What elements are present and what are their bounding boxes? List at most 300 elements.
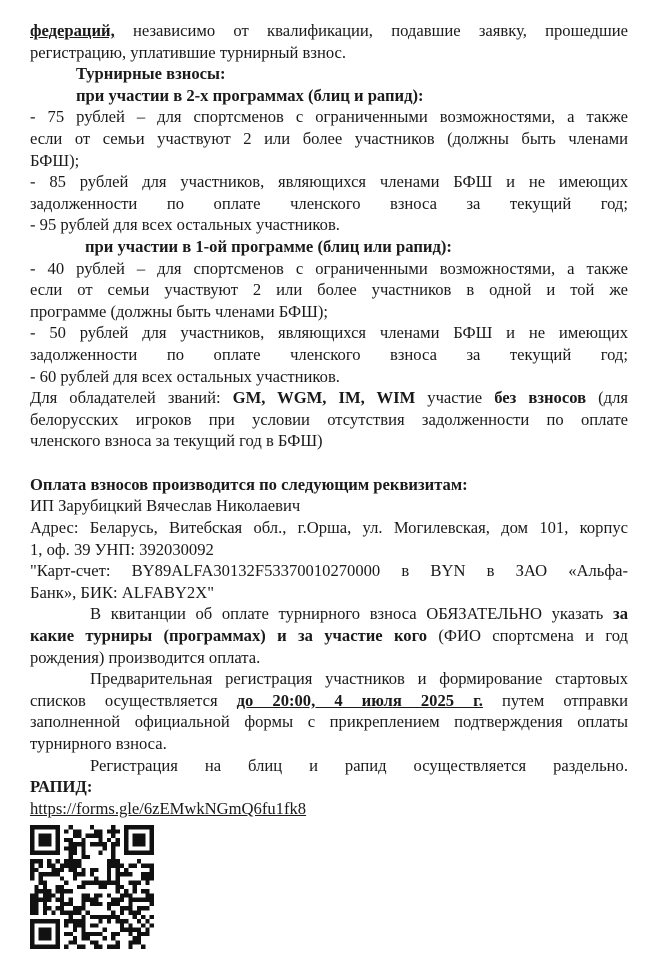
qr-module [56,842,60,846]
fees-title: Турнирные взносы: [76,64,226,84]
qr-module [77,842,81,846]
qr-module [128,924,132,928]
qr-module [39,838,43,842]
qr-module [43,932,47,936]
qr-module [77,872,81,876]
qr-module [137,907,141,911]
qr-module [43,881,47,885]
qr-module [86,894,90,898]
qr-module [111,851,115,855]
qr-module [145,932,149,936]
qr-module [30,838,34,842]
qr-module [64,864,68,868]
qr-module [128,872,132,876]
two-programs-line: - 85 рублей для участников, являющихся членами БФШ и не имеющих [30,172,628,192]
qr-module [43,907,47,911]
qr-module [34,860,38,864]
qr-module [64,911,68,915]
qr-module [111,825,115,829]
qr-module [30,924,34,928]
two-programs-line: задолженности по оплате членского взноса за текущий год; [30,193,628,213]
qr-module [73,851,77,855]
qr-module [128,941,132,945]
qr-module [103,928,107,932]
qr-module [137,834,141,838]
one-program-line: - 50 рублей для участников, являющихся членами БФШ и не имеющих [30,323,628,343]
qr-module [47,898,51,902]
qr-module [98,902,102,906]
qr-module [103,842,107,846]
one-program-line: - 60 рублей для всех остальных участников. [30,366,340,386]
qr-module [39,834,43,838]
qr-module [150,898,154,902]
qr-module [56,941,60,945]
qr-code [30,825,154,949]
qr-module [81,907,85,911]
qr-module [133,851,137,855]
qr-module [98,919,102,923]
qr-module [77,834,81,838]
qr-module [81,851,85,855]
qr-module [133,890,137,894]
qr-module [94,898,98,902]
qr-module [81,932,85,936]
two-programs-line: - 95 рублей для всех остальных участников. [30,215,340,235]
qr-module [34,911,38,915]
qr-module [81,915,85,919]
qr-module [43,890,47,894]
qr-module [98,932,102,936]
qr-module [56,868,60,872]
qr-module [81,872,85,876]
qr-module [77,924,81,928]
two-programs-line: БФШ); [30,150,80,170]
qr-module [73,842,77,846]
qr-module [43,911,47,915]
qr-module [56,838,60,842]
qr-module [137,860,141,864]
qr-module [73,941,77,945]
qr-module [90,941,94,945]
qr-module [73,864,77,868]
qr-module [107,868,111,872]
qr-module [116,885,120,889]
qr-module [141,877,145,881]
qr-module [133,864,137,868]
qr-module [111,842,115,846]
qr-module [39,825,43,829]
qr-module [145,864,149,868]
address-line-1: Адрес: Беларусь, Витебская обл., г.Орша, ул. Могилевская, дом 101, корпус [30,518,628,538]
qr-module [133,911,137,915]
qr-module [111,932,115,936]
two-programs-line: если от семьи участвуют 2 или более участников (должны быть членами [30,128,628,148]
qr-module [124,847,128,851]
qr-module [116,860,120,864]
qr-module [94,902,98,906]
titles-line-3: членского взноса за текущий год в БФШ) [30,431,323,451]
qr-module [133,842,137,846]
qr-module [150,915,154,919]
qr-module [77,864,81,868]
qr-module [56,890,60,894]
qr-module [98,851,102,855]
qr-module [90,842,94,846]
one-program-line: если от семьи участвуют 2 или более участников в одной и той же [30,280,628,300]
rapid-form-link[interactable]: https://forms.gle/6zEMwkNGmQ6fu1fk8 [30,798,307,818]
qr-module [30,945,34,949]
qr-module [145,907,149,911]
qr-module [30,834,34,838]
qr-module [98,881,102,885]
qr-module [145,919,149,923]
qr-module [94,932,98,936]
qr-module [73,834,77,838]
qr-module [150,924,154,928]
qr-module [116,898,120,902]
qr-module [107,864,111,868]
qr-module [30,911,34,915]
qr-module [34,894,38,898]
qr-module [47,928,51,932]
qr-module [150,864,154,868]
qr-module [98,894,102,898]
qr-module [107,872,111,876]
qr-module [145,881,149,885]
qr-module [30,842,34,846]
qr-module [30,919,34,923]
qr-module [77,885,81,889]
qr-module [73,847,77,851]
qr-module [145,825,149,829]
qr-module [90,902,94,906]
qr-module [56,851,60,855]
qr-module [128,928,132,932]
qr-module [111,855,115,859]
qr-module [73,830,77,834]
qr-module [81,855,85,859]
qr-module [43,898,47,902]
qr-module [47,838,51,842]
qr-module [68,941,72,945]
qr-module [47,860,51,864]
rapid-label: РАПИД: [30,777,93,797]
qr-module [43,872,47,876]
qr-module [94,915,98,919]
qr-module [68,838,72,842]
qr-module [68,851,72,855]
qr-module [47,842,51,846]
qr-module [81,847,85,851]
qr-module [107,894,111,898]
qr-module [116,932,120,936]
qr-module [68,842,72,846]
qr-module [81,838,85,842]
qr-module [56,932,60,936]
registration-line-4: турнирного взноса. [30,734,167,753]
qr-module [51,911,55,915]
qr-module [56,860,60,864]
qr-module [30,898,34,902]
qr-module [43,937,47,941]
qr-module [150,894,154,898]
qr-module [141,842,145,846]
qr-module [43,919,47,923]
qr-module [120,911,124,915]
qr-module [73,877,77,881]
qr-module [30,872,34,876]
qr-module [107,830,111,834]
no-fee-label: без взносов [494,388,587,408]
qr-module [124,868,128,872]
qr-module [86,911,90,915]
qr-module [107,919,111,923]
qr-module [34,919,38,923]
qr-module [68,932,72,936]
receipt-line-1: В квитанции об оплате турнирного взноса ОБЯЗАТЕЛЬНО указать за [90,604,628,624]
qr-module [47,890,51,894]
federations-word: федераций, [30,21,115,40]
qr-module [81,924,85,928]
qr-module [81,868,85,872]
qr-module [145,928,149,932]
qr-module [43,945,47,949]
qr-module [133,928,137,932]
qr-module [60,898,64,902]
qr-module [68,860,72,864]
qr-module [39,945,43,949]
qr-module [120,907,124,911]
qr-module [137,919,141,923]
qr-module [124,872,128,876]
account-line-2: Банк», БИК: ALFABY2X" [30,582,214,602]
qr-module [64,924,68,928]
qr-module [128,911,132,915]
qr-module [30,902,34,906]
qr-module [39,898,43,902]
qr-module [111,864,115,868]
qr-module [56,898,60,902]
qr-module [47,872,51,876]
qr-module [124,834,128,838]
qr-module [150,872,154,876]
qr-module [124,825,128,829]
qr-module [39,860,43,864]
qr-module [116,868,120,872]
qr-module [60,885,64,889]
qr-module [124,851,128,855]
qr-module [137,842,141,846]
qr-module [141,915,145,919]
qr-module [77,860,81,864]
qr-module [64,932,68,936]
qr-module [81,919,85,923]
qr-module [94,842,98,846]
qr-module [137,932,141,936]
qr-module [30,894,34,898]
qr-module [111,881,115,885]
qr-module [98,842,102,846]
qr-module [116,919,120,923]
qr-module [128,932,132,936]
qr-module [141,945,145,949]
qr-module [145,890,149,894]
qr-module [34,945,38,949]
qr-module [43,838,47,842]
two-programs-line: - 75 рублей – для спортсменов с ограниченными возможностями, а также [30,107,628,127]
two-programs-heading: при участии в 2-х программах (блиц и рапид): [76,85,424,105]
qr-module [103,915,107,919]
qr-module [86,937,90,941]
qr-module [124,838,128,842]
qr-module [137,851,141,855]
qr-module [107,945,111,949]
qr-module [81,937,85,941]
qr-module [56,825,60,829]
qr-module [43,894,47,898]
qr-module [30,941,34,945]
qr-module [68,847,72,851]
qr-module [60,877,64,881]
qr-module [120,898,124,902]
qr-module [30,847,34,851]
qr-module [111,937,115,941]
qr-module [47,894,51,898]
qr-module [90,872,94,876]
qr-module [60,864,64,868]
qr-module [77,919,81,923]
qr-module [111,830,115,834]
qr-module [60,890,64,894]
qr-module [47,825,51,829]
qr-module [56,928,60,932]
qr-module [47,937,51,941]
qr-module [94,881,98,885]
qr-module [47,945,51,949]
qr-module [141,890,145,894]
qr-module [124,907,128,911]
registration-line-3: заполненной официальной формы с прикреплением подтверждения оплаты [30,712,628,732]
rapid-link-line [30,798,628,820]
qr-module [150,830,154,834]
intro-line-2: регистрацию, уплатившие турнирный взнос. [30,42,347,62]
qr-module [150,851,154,855]
qr-module [68,855,72,859]
qr-module [56,924,60,928]
one-program-heading: при участии в 1-ой программе (блиц или рапид): [85,236,452,256]
qr-module [43,834,47,838]
qr-module [56,945,60,949]
qr-module [98,834,102,838]
qr-module [128,907,132,911]
qr-module [107,860,111,864]
qr-module [81,881,85,885]
qr-module [56,830,60,834]
titles-line-1: Для обладателей званий: GM, WGM, IM, WIM участие без взносов (для [30,388,628,408]
qr-module [116,842,120,846]
qr-module [90,881,94,885]
qr-module [77,945,81,949]
qr-module [39,872,43,876]
qr-module [137,928,141,932]
qr-module [150,877,154,881]
qr-module [73,937,77,941]
qr-module [94,877,98,881]
payee-name: ИП Зарубицкий Вячеслав Николаевич [30,496,301,516]
qr-module [68,898,72,902]
qr-module [30,907,34,911]
qr-module [39,932,43,936]
qr-module [39,877,43,881]
qr-module [47,864,51,868]
qr-module [90,825,94,829]
qr-module [43,902,47,906]
qr-module [94,941,98,945]
qr-module [51,864,55,868]
qr-module [98,838,102,842]
qr-module [77,907,81,911]
qr-module [133,915,137,919]
qr-module [39,890,43,894]
titles-line-2: белорусских игроков при условии отсутствия задолженности по оплате [30,409,628,429]
qr-module [141,924,145,928]
qr-module [120,919,124,923]
qr-module [141,838,145,842]
qr-module [128,894,132,898]
qr-module [116,838,120,842]
qr-module [73,860,77,864]
qr-module [150,842,154,846]
qr-module [116,872,120,876]
qr-module [43,928,47,932]
qr-module [51,868,55,872]
qr-module [51,851,55,855]
qr-module [90,834,94,838]
receipt-line-3: рождения) производится оплата. [30,647,261,667]
qr-module [34,907,38,911]
qr-module [98,915,102,919]
qr-module [141,872,145,876]
qr-module [94,830,98,834]
qr-module [47,851,51,855]
qr-module [64,847,68,851]
qr-module [116,915,120,919]
qr-module [43,885,47,889]
qr-module [120,885,124,889]
qr-module [116,877,120,881]
qr-module [34,898,38,902]
intro-line-1: федераций, независимо от квалификации, подавшие заявку, прошедшие [30,21,628,40]
qr-module [111,898,115,902]
qr-module [68,868,72,872]
qr-module [133,941,137,945]
qr-module [56,937,60,941]
qr-module [150,825,154,829]
qr-module [64,838,68,842]
qr-module [133,885,137,889]
qr-module [124,919,128,923]
qr-module [90,868,94,872]
qr-module [47,907,51,911]
qr-module [51,919,55,923]
qr-module [145,894,149,898]
qr-module [111,860,115,864]
qr-module [47,834,51,838]
qr-module [56,907,60,911]
qr-module [81,945,85,949]
deadline: до 20:00, 4 июля 2025 г. [236,690,483,710]
qr-module [116,941,120,945]
